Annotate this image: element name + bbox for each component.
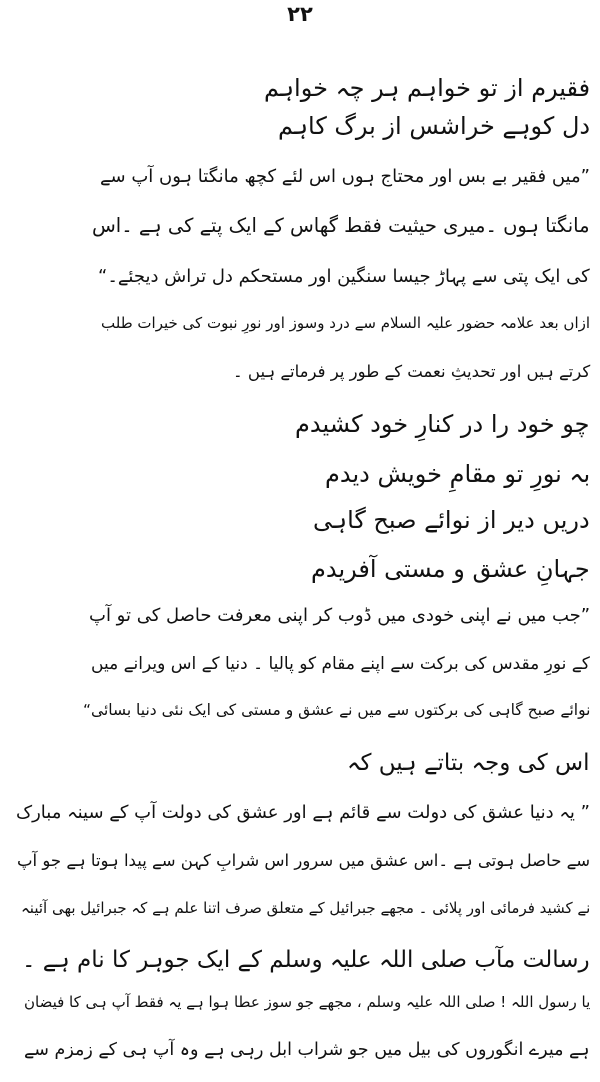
paragraph-4-line-4: رسالت مآب صلی اللہ علیہ وسلم کے ایک جوہر کا نام ہے ۔ [22, 947, 590, 973]
paragraph-5-line-2: ہے میرے انگوروں کی بیل میں جو شراب ابل رہی ہے وہ آپ ہی کے زمزم سے [24, 1040, 590, 1060]
paragraph-1-line-1: ”میں فقیر بے بس اور محتاج ہوں اس لئے کچھ مانگتا ہوں آپ سے [100, 166, 590, 187]
paragraph-3-line-3: نوائے صبح گاہی کی برکتوں سے میں نے عشق و مستی کی ایک نئی دنیا بسائی“ [83, 701, 591, 719]
paragraph-3-line-1: ”جب میں نے اپنی خودی میں ڈوب کر اپنی معرفت حاصل کی تو آپ [89, 605, 591, 626]
quatrain-line-4: جہانِ عشق و مستی آفریدم [311, 555, 590, 583]
paragraph-5-line-1: یا رسول اللہ ! صلی اللہ علیہ وسلم ، مجھے جو سوز عطا ہوا ہے یہ فقط آپ ہی کا فیضان [24, 993, 591, 1011]
paragraph-2-line-1: ازاں بعد علامہ حضور علیہ السلام سے درد وسوز اور نورِ نبوت کی خیرات طلب [101, 314, 591, 332]
paragraph-4-line-1: ” یہ دنیا عشق کی دولت سے قائم ہے اور عشق کی دولت آپ کے سینہ مبارک [16, 802, 590, 823]
paragraph-4-line-3: نے کشید فرمائی اور پلائی ۔ مجھے جبرائیل کے متعلق صرف اتنا علم ہے کہ جبرائیل بھی آئینہ [21, 899, 591, 917]
quatrain-line-3: دریں دیر از نوائے صبح گاہی [313, 506, 590, 534]
paragraph-1-line-3: کی ایک پتی سے پہاڑ جیسا سنگین اور مستحکم دل تراش دیجئے۔“ [98, 266, 590, 287]
page-number: ۲۲ [287, 2, 313, 26]
quatrain-line-2: بہ نورِ تو مقامِ خویش دیدم [325, 460, 591, 488]
couplet-1-line-1: فقیرم از تو خواہم ہر چہ خواہم [264, 74, 591, 102]
paragraph-1-line-2: مانگتا ہوں ۔میری حیثیت فقط گھاس کے ایک پتے کی ہے ۔اس [92, 214, 590, 237]
paragraph-3-line-4: اس کی وجہ بتاتے ہیں کہ [347, 750, 590, 776]
paragraph-4-line-2: سے حاصل ہوتی ہے ۔اس عشق میں سرور اس شرابِ کہن سے پیدا ہوتا ہے جو آپ [17, 851, 591, 870]
couplet-1-line-2: دل کوہے خراشس از برگ کاہم [278, 112, 591, 140]
paragraph-2-line-2: کرتے ہیں اور تحدیثِ نعمت کے طور پر فرماتے ہیں ۔ [233, 362, 591, 381]
paragraph-3-line-2: کے نورِ مقدس کی برکت سے اپنے مقام کو پالیا ۔ دنیا کے اس ویرانے میں [91, 654, 590, 674]
quatrain-line-1: چو خود را در کنارِ خود کشیدم [295, 410, 590, 438]
